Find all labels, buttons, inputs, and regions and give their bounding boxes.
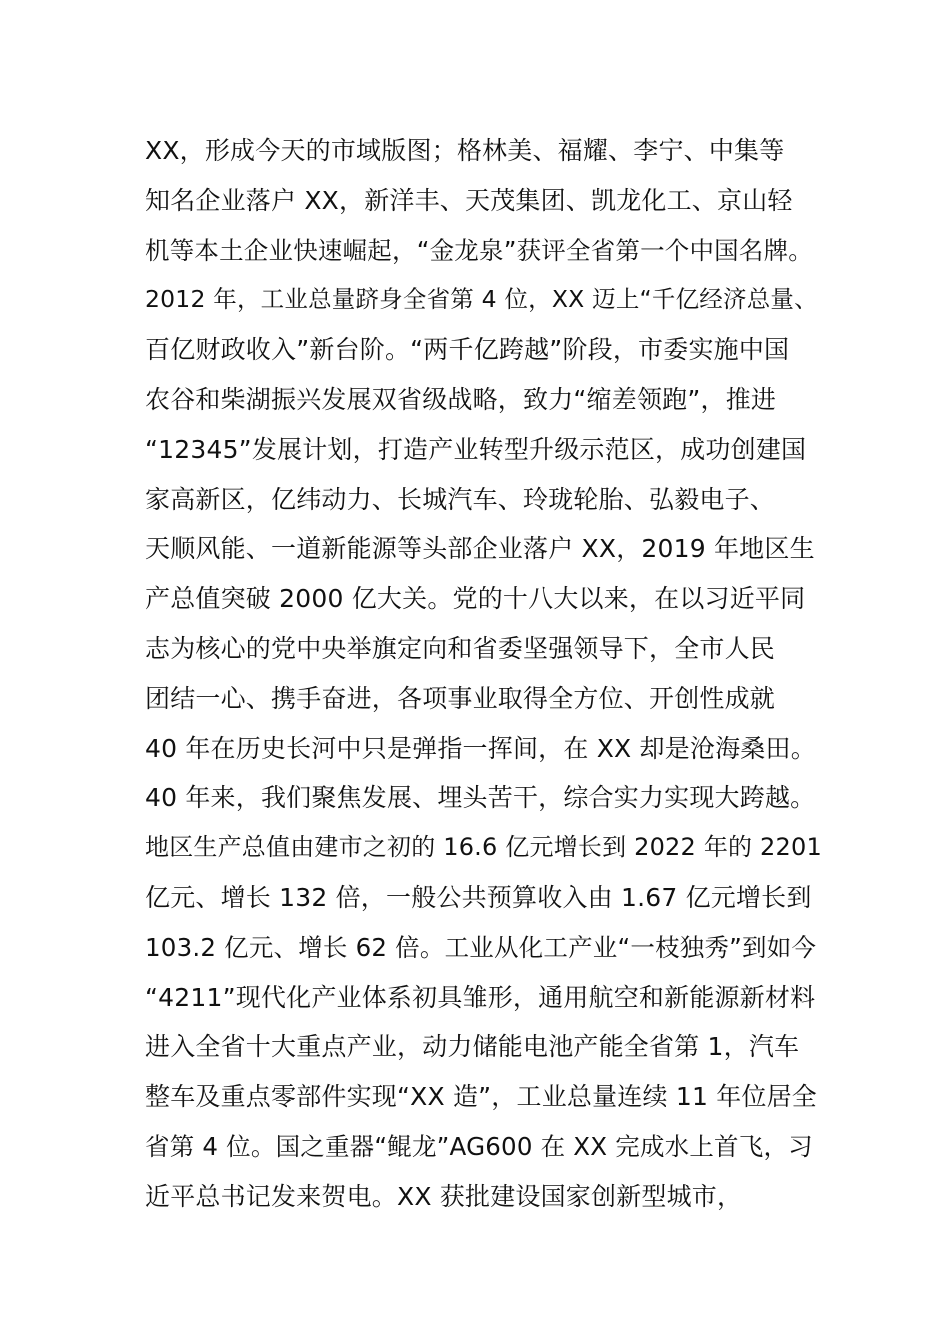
text-line: “12345”发展计划，打造产业转型升级示范区，成功创建国 (145, 434, 807, 464)
text-line: “4211”现代化产业体系初具雏形，通用航空和新能源新材料 (145, 982, 816, 1012)
text-line: 天顺风能、一道新能源等头部企业落户 XX，2019 年地区生 (145, 534, 815, 564)
text-line: 近平总书记发来贺电。XX 获批建设国家创新型城市， (145, 1181, 743, 1211)
text-line: 亿元、增长 132 倍，一般公共预算收入由 1.67 亿元增长到 (145, 882, 812, 912)
text-line: XX，形成今天的市域版图；格林美、福耀、李宁、中集等 (145, 136, 785, 165)
text-line: 产总值突破 2000 亿大关。党的十八大以来，在以习近平同 (145, 584, 806, 614)
text-line: 103.2 亿元、增长 62 倍。工业从化工产业“一枝独秀”到如今 (145, 932, 817, 962)
document-body-text (145, 126, 825, 1222)
text-line: 百亿财政收入”新台阶。“两千亿跨越”阶段，市委实施中国 (145, 335, 790, 365)
text-line: 知名企业落户 XX，新洋丰、天茂集团、凯龙化工、京山轻 (145, 185, 793, 215)
text-line: 省第 4 位。国之重器“鲲龙”AG600 在 XX 完成水上首飞，习 (145, 1131, 813, 1161)
text-line: 整车及重点零部件实现“XX 造”，工业总量连续 11 年位居全 (145, 1082, 818, 1112)
text-line: 团结一心、携手奋进，各项事业取得全方位、开创性成就 (145, 683, 776, 713)
text-line: 地区生产总值由建市之初的 16.6 亿元增长到 2022 年的 2201 (145, 833, 822, 862)
text-line: 进入全省十大重点产业，动力储能电池产能全省第 1，汽车 (145, 1032, 800, 1062)
text-line: 2012 年，工业总量跻身全省第 4 位，XX 迈上“千亿经济总量、 (145, 285, 818, 314)
text-line: 志为核心的党中央举旗定向和省委坚强领导下，全市人民 (145, 633, 776, 663)
text-line: 家高新区，亿纬动力、长城汽车、玲珑轮胎、弘毅电子、 (145, 484, 776, 514)
text-line: 40 年在历史长河中只是弹指一挥间，在 XX 却是沧海桑田。 (145, 733, 816, 763)
text-line: 农谷和柴湖振兴发展双省级战略，致力“缩差领跑”，推进 (145, 384, 777, 414)
text-line: 机等本土企业快速崛起，“金龙泉”获评全省第一个中国名牌。 (145, 235, 813, 265)
text-line: 40 年来，我们聚焦发展、埋头苦干，综合实力实现大跨越。 (145, 783, 816, 813)
